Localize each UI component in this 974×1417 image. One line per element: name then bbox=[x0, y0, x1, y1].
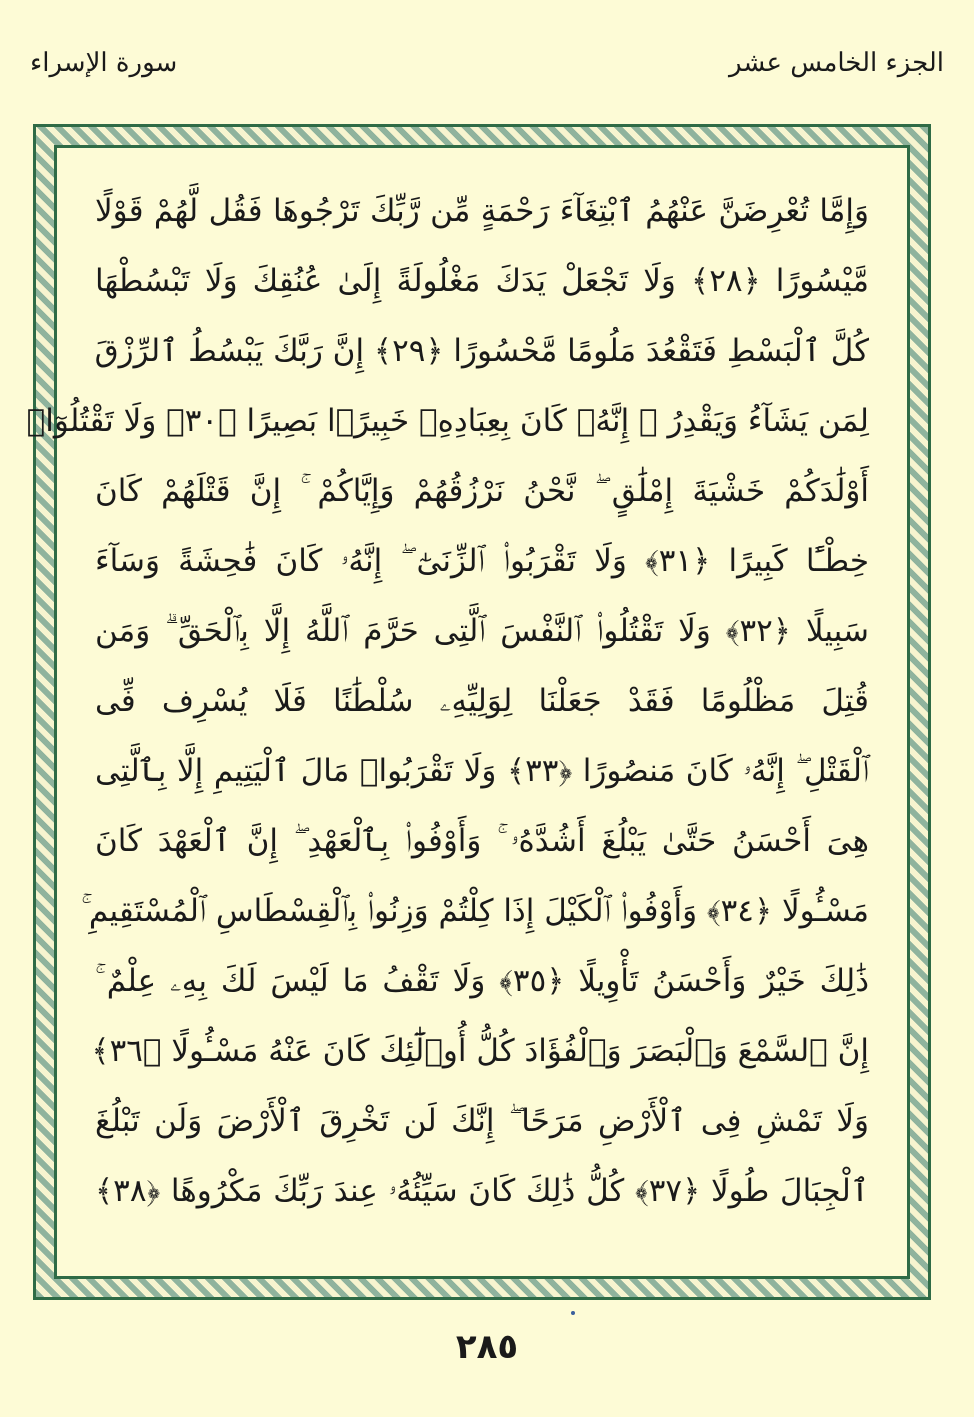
verse-line: ٱلْقَتْلِ ۖ إِنَّهُۥ كَانَ مَنصُورًا ﴿٣٣﴾ وَلَا تَقْرَبُوا۟ مَالَ ٱلْيَتِيمِ إِلَّا بِٱلَّتِى bbox=[95, 753, 870, 789]
verse-line: وَإِمَّا تُعْرِضَنَّ عَنْهُمُ ٱبْتِغَآءَ رَحْمَةٍ مِّن رَّبِّكَ تَرْجُوهَا فَقُل لَّهُمْ قَوْلًا bbox=[95, 193, 869, 229]
page-header bbox=[30, 48, 944, 98]
verse-line: خِطْـًٔا كَبِيرًا ﴿٣١﴾ وَلَا تَقْرَبُوا۟ ٱلزِّنَىٰٓ ۖ إِنَّهُۥ كَانَ فَٰحِشَةً وَسَآءَ bbox=[95, 543, 869, 579]
decorative-border bbox=[26, 124, 931, 1300]
verse-line: مَّيْسُورًا ﴿٢٨﴾ وَلَا تَجْعَلْ يَدَكَ مَغْلُولَةً إِلَىٰ عُنُقِكَ وَلَا تَبْسُطْهَا bbox=[95, 263, 870, 299]
ink-dot bbox=[571, 1311, 575, 1315]
verse-line: إِنَّ ٱلسَّمْعَ وَٱلْبَصَرَ وَٱلْفُؤَادَ كُلُّ أُو۟لَٰٓئِكَ كَانَ عَنْهُ مَسْـُٔولًا ﴿٣٦﴾ bbox=[91, 1033, 869, 1069]
verse-line: كُلَّ ٱلْبَسْطِ فَتَقْعُدَ مَلُومًا مَّحْسُورًا ﴿٢٩﴾ إِنَّ رَبَّكَ يَبْسُطُ ٱلرِّزْقَ bbox=[94, 333, 869, 369]
verses-block bbox=[26, 176, 870, 1254]
verse-line: أَوْلَٰدَكُمْ خَشْيَةَ إِمْلَٰقٍ ۖ نَّحْنُ نَرْزُقُهُمْ وَإِيَّاكُمْ ۚ إِنَّ قَتْلَهُمْ كَانَ bbox=[95, 473, 869, 509]
verse-line: هِىَ أَحْسَنُ حَتَّىٰ يَبْلُغَ أَشُدَّهُۥ ۚ وَأَوْفُوا۟ بِٱلْعَهْدِ ۖ إِنَّ ٱلْعَهْدَ كَانَ bbox=[95, 823, 869, 859]
juz-label: الجزء الخامس عشر bbox=[728, 48, 944, 78]
verse-line: سَبِيلًا ﴿٣٢﴾ وَلَا تَقْتُلُوا۟ ٱلنَّفْسَ ٱلَّتِى حَرَّمَ ٱللَّهُ إِلَّا بِٱلْحَقِّ ۗ وَمَن bbox=[95, 613, 869, 649]
verse-line: مَسْـُٔولًا ﴿٣٤﴾ وَأَوْفُوا۟ ٱلْكَيْلَ إِذَا كِلْتُمْ وَزِنُوا۟ بِٱلْقِسْطَاسِ ٱلْمُسْتَقِيمِ ۚ bbox=[81, 893, 869, 929]
verse-line: ذَٰلِكَ خَيْرٌ وَأَحْسَنُ تَأْوِيلًا ﴿٣٥﴾ وَلَا تَقْفُ مَا لَيْسَ لَكَ بِهِۦ عِلْمٌ ۚ bbox=[95, 963, 870, 999]
verse-line: قُتِلَ مَظْلُومًا فَقَدْ جَعَلْنَا لِوَلِيِّهِۦ سُلْطَٰنًا فَلَا يُسْرِف فِّى bbox=[95, 683, 869, 719]
surah-name: سورة الإسراء bbox=[30, 48, 178, 78]
verse-line: وَلَا تَمْشِ فِى ٱلْأَرْضِ مَرَحًا ۖ إِنَّكَ لَن تَخْرِقَ ٱلْأَرْضَ وَلَن تَبْلُغَ bbox=[95, 1103, 869, 1139]
verse-line: ٱلْجِبَالَ طُولًا ﴿٣٧﴾ كُلُّ ذَٰلِكَ كَانَ سَيِّئُهُۥ عِندَ رَبِّكَ مَكْرُوهًا ﴿٣٨﴾ bbox=[95, 1173, 870, 1209]
verse-line: لِمَن يَشَآءُ وَيَقْدِرُ ۚ إِنَّهُۥ كَانَ بِعِبَادِهِۦ خَبِيرًۢا بَصِيرًا ﴿٣٠﴾ وَلَا تَقْتُلُوٓا۟ bbox=[26, 403, 869, 439]
text-frame bbox=[26, 145, 910, 1279]
page-number: ٢٨٥ bbox=[455, 1327, 519, 1367]
